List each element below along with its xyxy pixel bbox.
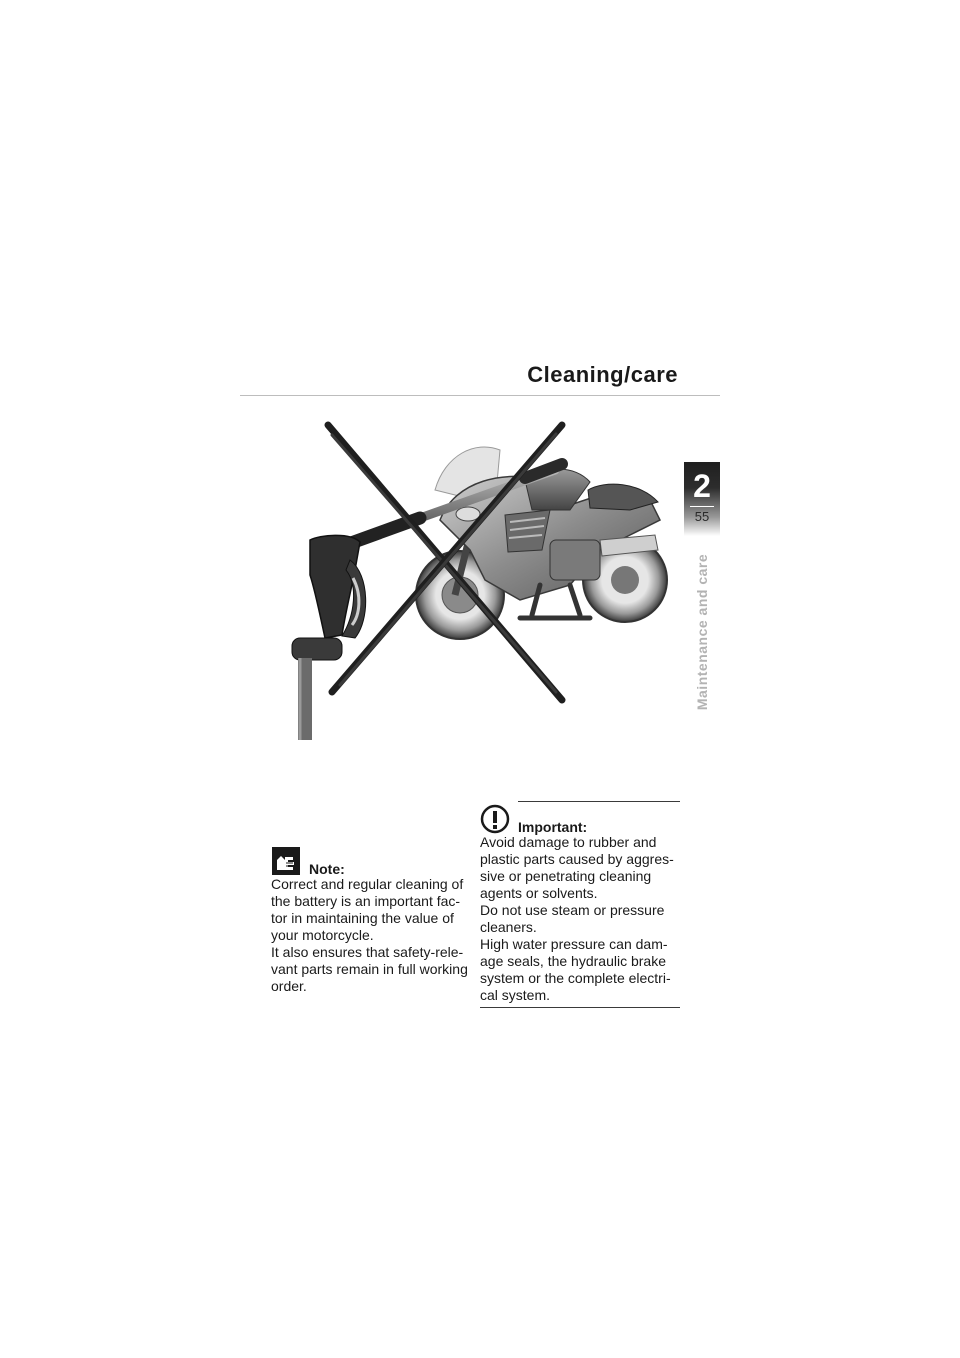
- note-line: Correct and regular cleaning of: [271, 876, 464, 892]
- warning-exclamation-icon: [480, 804, 510, 834]
- title-divider: [240, 395, 720, 396]
- page-title: Cleaning/care: [527, 362, 678, 387]
- note-text: [271, 876, 469, 995]
- note-block: [271, 846, 469, 995]
- pressure-washer-crossed-out-illustration: [270, 410, 690, 740]
- section-label: Maintenance and care: [694, 553, 710, 711]
- important-line: cal system.: [480, 987, 551, 1003]
- important-line: cleaners.: [480, 919, 537, 935]
- important-bottom-rule: [480, 1007, 680, 1008]
- note-line: the battery is an important fac-: [271, 893, 461, 909]
- note-heading: Note:: [309, 861, 345, 877]
- important-line: system or the complete electri-: [480, 970, 671, 986]
- important-line: age seals, the hydraulic brake: [480, 953, 666, 969]
- important-text: [480, 834, 680, 1004]
- important-line: plastic parts caused by aggres-: [480, 851, 674, 867]
- note-line: your motorcycle.: [271, 927, 374, 943]
- note-line: order.: [271, 978, 307, 994]
- important-line: agents or solvents.: [480, 885, 598, 901]
- important-line: sive or penetrating cleaning: [480, 868, 652, 884]
- important-heading-row: [480, 802, 680, 834]
- important-line: Do not use steam or pressure: [480, 902, 665, 918]
- important-line: High water pressure can dam-: [480, 936, 668, 952]
- chapter-divider: [690, 506, 714, 507]
- note-line: vant parts remain in full working: [271, 961, 468, 977]
- important-block: [480, 801, 680, 1008]
- chapter-number: 2: [693, 468, 711, 504]
- page-number: 55: [694, 509, 710, 524]
- note-heading-row: [271, 846, 469, 876]
- note-hand-icon: [271, 846, 301, 876]
- note-line: tor in maintaining the value of: [271, 910, 454, 926]
- note-line: It also ensures that safety-rele-: [271, 944, 464, 960]
- important-heading: Important:: [518, 819, 588, 835]
- important-line: Avoid damage to rubber and: [480, 834, 657, 850]
